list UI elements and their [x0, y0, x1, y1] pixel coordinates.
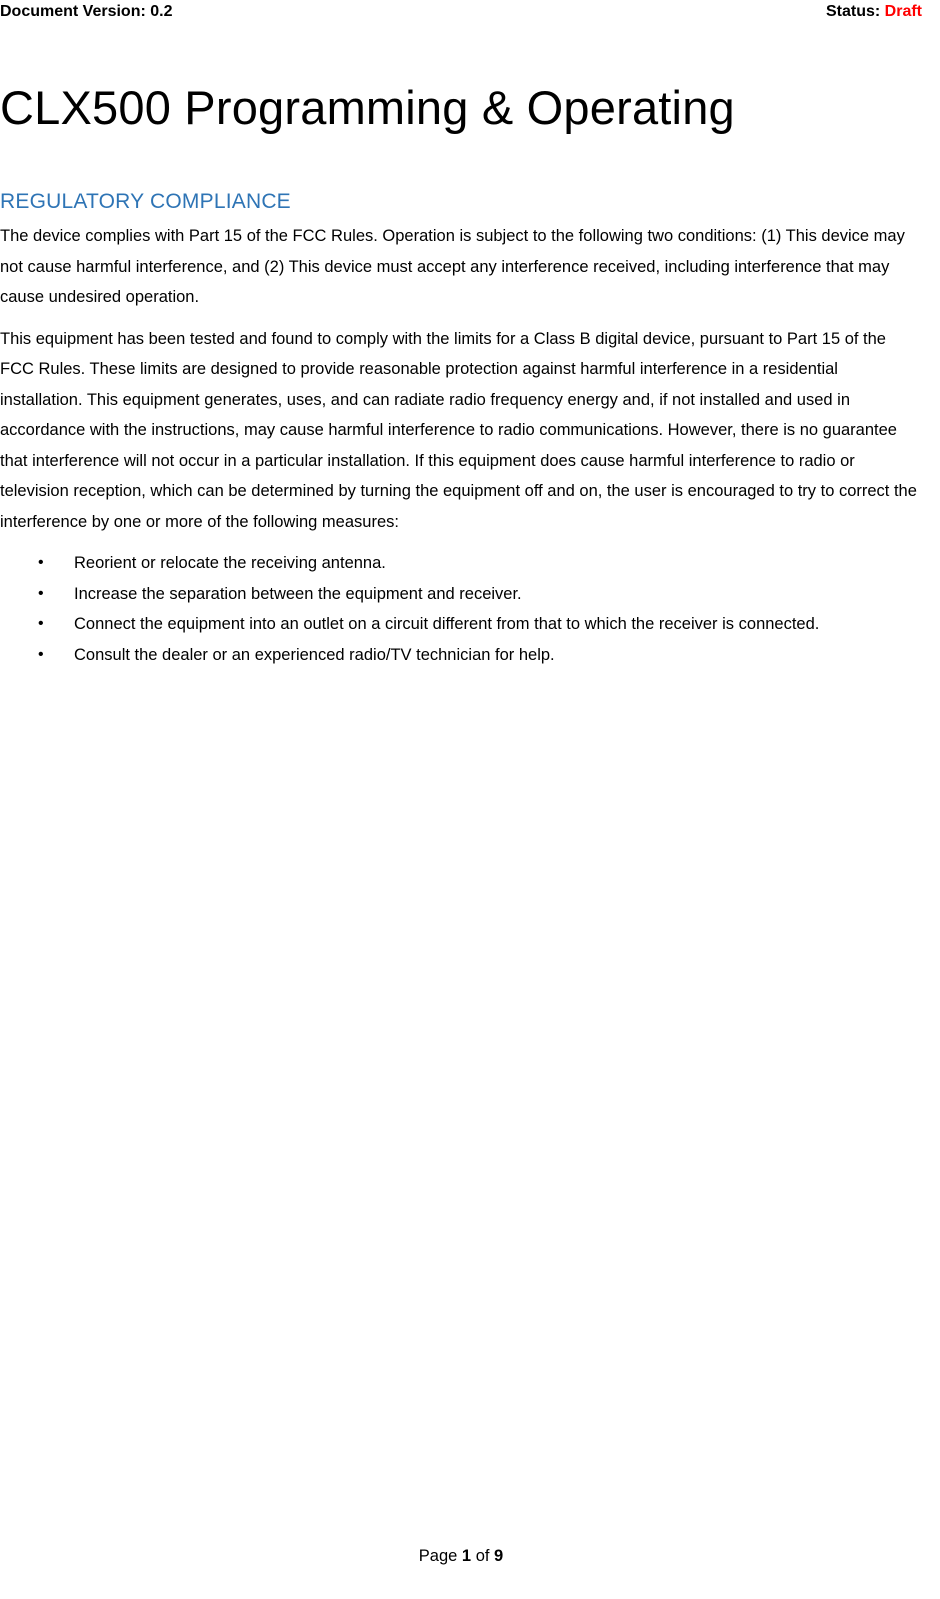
document-version-label: Document Version:: [0, 3, 146, 20]
bullet-icon: •: [38, 615, 44, 632]
section-heading: REGULATORY COMPLIANCE: [0, 190, 291, 213]
measures-list: [0, 548, 922, 670]
document-status-label: Status:: [825, 3, 881, 20]
page-header: [0, 0, 922, 26]
bullet-icon: •: [38, 554, 44, 571]
page-footer: [0, 1544, 922, 1568]
page-current: 1: [461, 1547, 472, 1565]
list-item: [0, 640, 922, 671]
document-status: [826, 0, 922, 24]
paragraph: The device complies with Part 15 of the FCC Rules. Operation is subject to the following two conditions: (1) This device may not cause harmful interference, and (2) This device must accept any interference received, including interference that may cause undesired operation.: [0, 227, 905, 306]
bullet-icon: •: [38, 584, 44, 602]
list-item-text: Reorient or relocate the receiving antenna.: [74, 554, 386, 572]
document-title: CLX500 Programming & Operating: [0, 81, 735, 134]
bullet-icon: •: [38, 645, 44, 663]
document-version: [0, 0, 173, 24]
list-item: [0, 609, 922, 640]
list-item: [0, 548, 922, 579]
list-item-text: Increase the separation between the equipment and receiver.: [74, 584, 522, 603]
document-status-value: Draft: [884, 3, 922, 20]
page-total: 9: [494, 1547, 504, 1565]
list-item: [0, 579, 922, 610]
list-item-text: Connect the equipment into an outlet on a circuit different from that to which the receiver is connected.: [74, 615, 820, 633]
paragraph: This equipment has been tested and found to comply with the limits for a Class B digital device, pursuant to Part 15 of the FCC Rules. These limits are designed to provide reasonable protection against harmful interference in a residential installation. This equipment generates, uses, and can radiate radio frequency energy and, if not installed and used in accordance with the instructions, may cause harmful interference to radio communications. However, there is no guarantee that interference will not occur in a particular installation. If this equipment does cause harmful interference to radio or television reception, which can be determined by turning the equipment off and on, the user is encouraged to try to correct the interference by one or more of the following measures:: [0, 329, 917, 531]
list-item-text: Consult the dealer or an experienced radio/TV technician for help.: [74, 645, 555, 664]
document-version-value: 0.2: [150, 3, 173, 20]
page-label: Page: [418, 1547, 458, 1565]
section-body: [0, 221, 922, 670]
page-of-label: of: [475, 1547, 490, 1565]
